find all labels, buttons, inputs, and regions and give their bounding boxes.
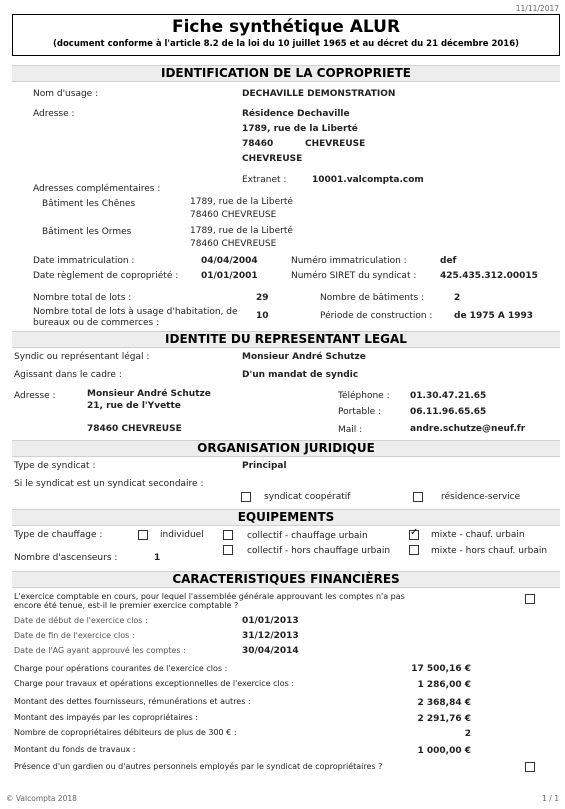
type-syndicat-label: Type de syndicat :: [14, 461, 96, 471]
adresse-cp: 78460: [242, 139, 274, 149]
numero-immatriculation-value: def: [440, 256, 457, 266]
ascenseurs-value: 1: [154, 553, 161, 563]
date-fin-label: Date de fin de l'exercice clos :: [14, 631, 135, 640]
adresse-ville: CHEVREUSE: [242, 154, 303, 164]
document-header: [12, 14, 560, 56]
date-immatriculation-value: 04/04/2004: [201, 256, 258, 266]
telephone-value: 01.30.47.21.65: [410, 391, 487, 401]
financial-row-label: Charge pour opérations courantes de l'exercice clos :: [14, 664, 228, 673]
adresse-label: Adresse :: [33, 109, 75, 119]
gardien-label: Présence d'un gardien ou d'autres personnels employés par le syndicat de copropriétaires ?: [14, 762, 383, 771]
periode-construction-value: de 1975 A 1993: [454, 311, 534, 321]
syndicat-cooperatif-checkbox[interactable]: [241, 492, 251, 502]
financial-row-value: 2 368,84 €: [417, 698, 471, 708]
lots-label: Nombre total de lots :: [33, 293, 132, 303]
footer-copyright: © Valcompta 2018: [6, 794, 77, 803]
representant-adresse-line-3: 78460 CHEVREUSE: [87, 424, 182, 434]
adresse-line-1: Résidence Dechaville: [242, 109, 350, 119]
nom-label: Nom d'usage :: [33, 89, 99, 99]
section-title: IDENTITE DU REPRESENTANT LEGAL: [165, 332, 407, 346]
batiment-address-line-1: 1789, rue de la Liberté: [190, 197, 293, 207]
date-debut-value: 01/01/2013: [242, 616, 299, 626]
mixte-urbain-checkbox[interactable]: [409, 530, 419, 540]
siret-value: 425.435.312.00015: [440, 271, 538, 281]
batiment-address-line-1: 1789, rue de la Liberté: [190, 226, 293, 236]
mixte-urbain-label: mixte - chauf. urbain: [431, 530, 525, 540]
individuel-checkbox[interactable]: [138, 530, 148, 540]
section-organisation: [12, 440, 560, 457]
portable-value: 06.11.96.65.65: [410, 407, 487, 417]
date-immatriculation-label: Date immatriculation :: [33, 256, 135, 266]
type-chauffage-label: Type de chauffage :: [14, 530, 103, 540]
financial-row-label: Charge pour travaux et opérations exceptionnelles de l'exercice clos :: [14, 679, 295, 688]
residence-service-label: résidence-service: [441, 492, 521, 502]
date-reglement-value: 01/01/2001: [201, 271, 258, 281]
syndic-label: Syndic ou représentant légal :: [14, 352, 150, 362]
date-reglement-label: Date règlement de copropriété :: [33, 271, 179, 281]
premier-exercice-question: L'exercice comptable en cours, pour lequel l'assemblée générale approuvant les comptes n'a pas: [14, 592, 405, 601]
periode-construction-label: Période de construction :: [320, 311, 433, 321]
section-title: EQUIPEMENTS: [237, 510, 335, 524]
syndic-value: Monsieur André Schutze: [242, 352, 366, 362]
batiment-address-line-2: 78460 CHEVREUSE: [190, 210, 277, 220]
premier-exercice-checkbox[interactable]: [525, 594, 535, 604]
portable-label: Portable :: [338, 407, 382, 417]
cadre-label: Agissant dans le cadre :: [14, 370, 122, 380]
financial-row-label: Montant du fonds de travaux :: [14, 745, 136, 754]
financial-row-label: Montant des impayés par les copropriétaires :: [14, 713, 198, 722]
document-title: Fiche synthétique ALUR: [171, 17, 401, 37]
date-ag-value: 30/04/2014: [242, 646, 299, 656]
adresses-complementaires-label: Adresses complémentaires :: [33, 184, 161, 194]
nombre-batiments-value: 2: [454, 293, 461, 303]
lots-value: 29: [256, 293, 269, 303]
financial-row-value: 1 000,00 €: [417, 746, 471, 756]
representant-adresse-line-2: 21, rue de l'Yvette: [87, 401, 181, 411]
nom-value: DECHAVILLE DEMONSTRATION: [242, 89, 396, 99]
section-title: ORGANISATION JURIDIQUE: [197, 441, 375, 455]
financial-row-value: 2: [464, 729, 471, 739]
mixte-hors-checkbox[interactable]: [409, 545, 419, 555]
batiment-address-line-2: 78460 CHEVREUSE: [190, 239, 277, 249]
telephone-label: Téléphone :: [338, 391, 390, 401]
premier-exercice-question-2: encore été tenue, est-il le premier exercice comptable ?: [14, 601, 239, 610]
individuel-label: individuel: [160, 530, 204, 540]
section-financier: [12, 571, 560, 588]
lots-habitation-label-2: bureaux ou de commerces :: [33, 318, 160, 328]
mail-label: Mail :: [338, 425, 363, 435]
financial-row-value: 1 286,00 €: [417, 680, 471, 690]
section-title: CARACTERISTIQUES FINANCIÈRES: [172, 572, 400, 586]
print-date: 11/11/2017: [515, 4, 559, 13]
financial-row-label: Montant des dettes fournisseurs, rémunérations et autres :: [14, 697, 251, 706]
ascenseurs-label: Nombre d'ascenseurs :: [14, 553, 118, 563]
section-representant: [12, 331, 560, 348]
type-syndicat-value: Principal: [242, 461, 287, 471]
lots-habitation-label: Nombre total de lots à usage d'habitation, de: [33, 307, 238, 317]
collectif-urbain-label: collectif - chauffage urbain: [247, 531, 368, 541]
nombre-batiments-label: Nombre de bâtiments :: [320, 293, 425, 303]
batiment-name: Bâtiment les Chênes: [42, 199, 136, 209]
footer-pages: 1 / 1: [542, 794, 559, 803]
batiment-name: Bâtiment les Ormes: [42, 227, 132, 237]
lots-habitation-value: 10: [256, 311, 269, 321]
residence-service-checkbox[interactable]: [413, 492, 423, 502]
date-debut-label: Date de début de l'exercice clos :: [14, 616, 148, 625]
financial-row-value: 17 500,16 €: [411, 664, 471, 674]
financial-row-label: Nombre de copropriétaires débiteurs de plus de 300 € :: [14, 728, 237, 737]
siret-label: Numéro SIRET du syndicat :: [291, 271, 417, 281]
section-identification: [12, 65, 560, 82]
syndicat-secondaire-label: Si le syndicat est un syndicat secondaire :: [14, 479, 204, 489]
extranet-value[interactable]: 10001.valcompta.com: [312, 175, 424, 185]
mixte-hors-label: mixte - hors chauf. urbain: [431, 546, 548, 556]
collectif-hors-checkbox[interactable]: [223, 545, 233, 555]
extranet-label: Extranet :: [242, 175, 287, 185]
adresse-ville-inline: CHEVREUSE: [305, 139, 366, 149]
adresse-line-2: 1789, rue de la Liberté: [242, 124, 358, 134]
cadre-value: D'un mandat de syndic: [242, 370, 359, 380]
numero-immatriculation-label: Numéro immatriculation :: [291, 256, 407, 266]
syndicat-cooperatif-label: syndicat coopératif: [264, 492, 351, 502]
collectif-urbain-checkbox[interactable]: [223, 530, 233, 540]
section-title: IDENTIFICATION DE LA COPROPRIETE: [161, 66, 411, 80]
date-fin-value: 31/12/2013: [242, 631, 299, 641]
date-ag-label: Date de l'AG ayant approuvé les comptes :: [14, 646, 186, 655]
document-subtitle: (document conforme à l'article 8.2 de la loi du 10 juillet 1965 et au décret du 21 décembre 2016): [52, 39, 519, 49]
gardien-checkbox[interactable]: [525, 762, 535, 772]
representant-adresse-line-1: Monsieur André Schutze: [87, 389, 211, 399]
financial-row-value: 2 291,76 €: [417, 714, 471, 724]
representant-adresse-label: Adresse :: [14, 391, 56, 401]
section-equipements: [12, 509, 560, 526]
mail-value[interactable]: andre.schutze@neuf.fr: [410, 424, 526, 434]
collectif-hors-label: collectif - hors chauffage urbain: [247, 546, 391, 556]
